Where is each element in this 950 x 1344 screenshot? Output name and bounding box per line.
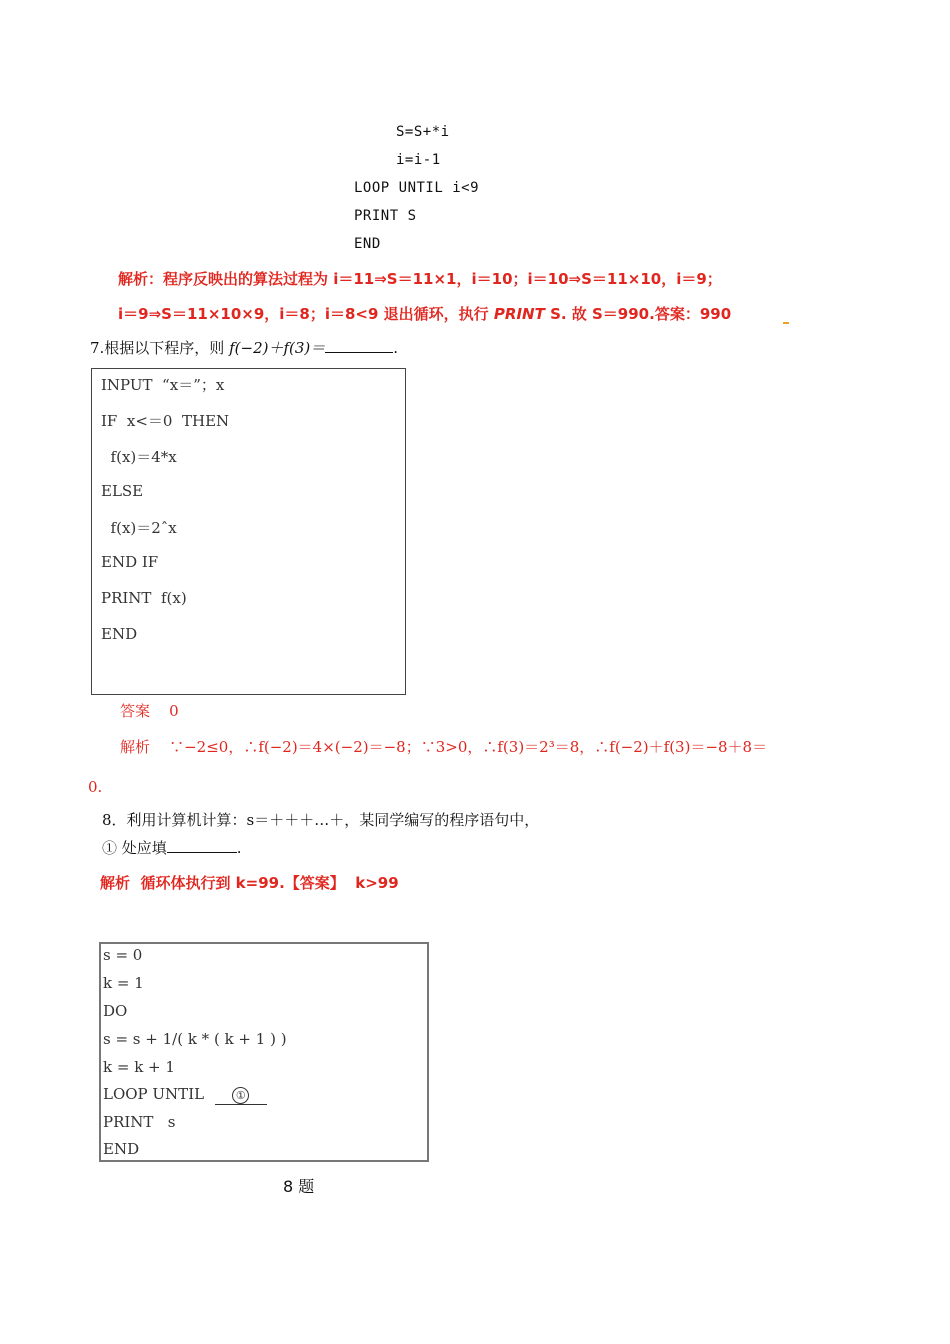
q6-analysis-line-2-a: i＝9⇒S＝11×10×9，i＝8；i＝8<9 退出循环，执行	[118, 305, 489, 323]
q8-analysis: 解析 循环体执行到 k=99.【答案】 k>99	[100, 874, 399, 892]
q8-code-line-6	[103, 1085, 267, 1105]
q7-answer	[120, 700, 179, 721]
q7-analysis-tail: 0.	[88, 778, 103, 796]
top-code-line-2: i=i-1	[396, 152, 441, 168]
q7-code-line-5: f(x)＝2ˆx	[101, 519, 177, 537]
top-code-line-1: S=S+*i	[396, 124, 450, 140]
q6-analysis-line-2-b: S. 故 S＝990.答案：990	[550, 305, 732, 323]
q8-prompt-line-2-post: .	[236, 839, 242, 857]
circle-one-marker: ①	[232, 1087, 249, 1104]
top-code-line-4: PRINT S	[354, 208, 417, 224]
q6-analysis-line-2	[118, 303, 731, 324]
q7-analysis	[120, 736, 767, 757]
q8-prompt-line-1: 8．利用计算机计算：s＝＋＋＋…＋，某同学编写的程序语句中，	[102, 811, 540, 829]
q7-prompt-post: .	[393, 339, 399, 357]
q7-code-line-2: IF x<＝0 THEN	[101, 412, 230, 430]
q7-code-line-3: f(x)＝4*x	[101, 448, 177, 466]
q7-analysis-label: 解析	[120, 738, 151, 756]
q7-code-line-6: END IF	[101, 553, 159, 571]
q8-answer-blank	[167, 838, 237, 853]
q8-code-line-8: END	[103, 1140, 140, 1158]
q8-code-line-5: k = k + 1	[103, 1058, 175, 1076]
q7-answer-value: 0	[169, 702, 179, 720]
q8-code-line-1: s = 0	[103, 946, 143, 964]
q8-code-line-6-text: LOOP UNTIL	[103, 1085, 205, 1103]
top-code-line-3: LOOP UNTIL i<9	[354, 180, 480, 196]
q8-code-blank	[215, 1085, 267, 1105]
top-code-line-5: END	[354, 236, 381, 252]
q8-code-line-7: PRINT s	[103, 1113, 176, 1131]
q8-caption: 8 题	[283, 1177, 315, 1196]
q7-analysis-text: ∵−2≤0，∴f(−2)＝4×(−2)＝−8；∵3>0，∴f(3)＝2³＝8，∴f(−2)＋f(3)＝−8＋8＝	[169, 738, 768, 756]
q6-analysis-line-1: 解析：程序反映出的算法过程为 i＝11⇒S＝11×1，i＝10；i＝10⇒S＝11×10，i＝9；	[118, 270, 722, 288]
q7-answer-label: 答案	[120, 702, 151, 720]
q8-code-line-3: DO	[103, 1002, 128, 1020]
orange-mark	[783, 322, 789, 324]
q8-code-line-4: s = s + 1/( k * ( k + 1 ) )	[103, 1030, 287, 1048]
q7-code-line-1: INPUT “x＝”；x	[101, 376, 225, 394]
q7-prompt	[90, 337, 398, 358]
q7-code-line-8: END	[101, 625, 138, 643]
q7-code-line-7: PRINT f(x)	[101, 589, 187, 607]
q6-analysis-print: PRINT	[493, 305, 545, 323]
q8-prompt-line-2	[102, 837, 242, 858]
q7-answer-blank	[325, 338, 393, 353]
q8-code-line-2: k = 1	[103, 974, 144, 992]
q8-prompt-line-2-pre: ① 处应填	[102, 839, 167, 857]
q7-prompt-expr: f(−2)＋f(3)＝	[229, 339, 326, 357]
q7-code-line-4: ELSE	[101, 482, 144, 500]
q7-prompt-pre: 7.根据以下程序，则	[90, 339, 225, 357]
